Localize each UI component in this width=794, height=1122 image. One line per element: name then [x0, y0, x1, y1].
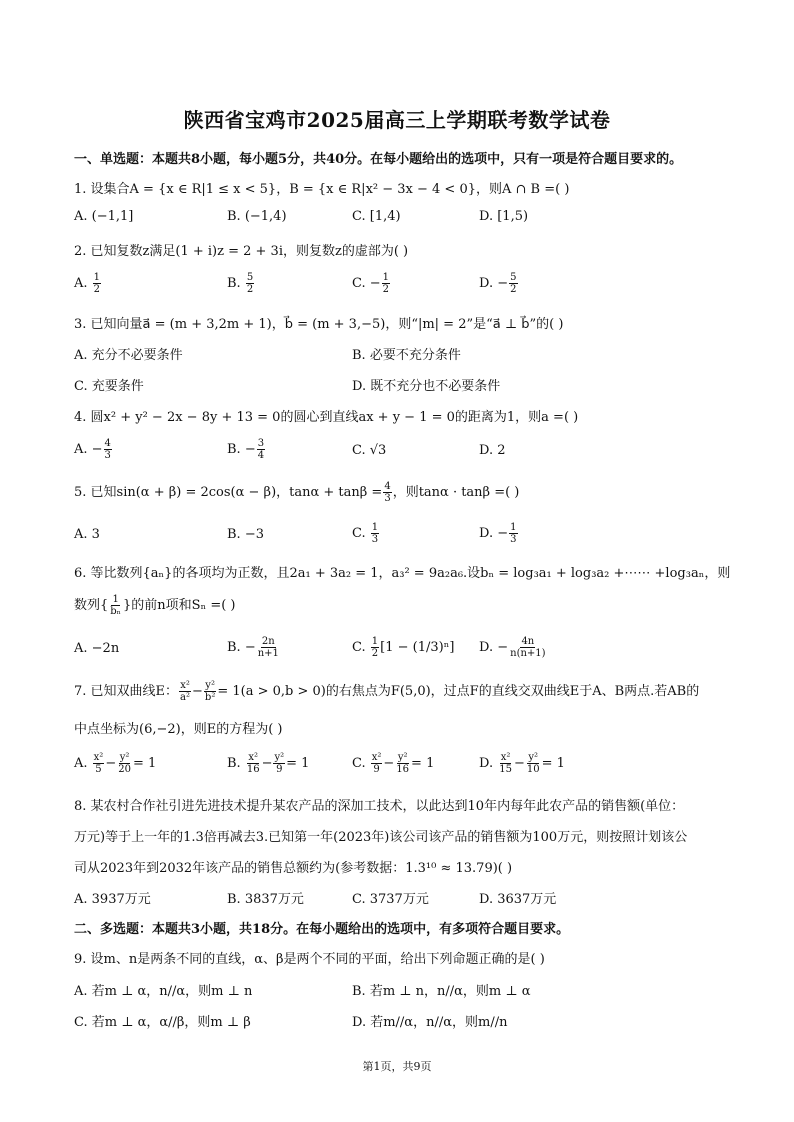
fraction: [93, 752, 105, 775]
question-4-option-d: D. 2: [479, 443, 506, 458]
question-6-stem-line2: [74, 594, 236, 617]
denominator: n+1: [257, 648, 279, 659]
fraction: [273, 752, 285, 775]
option-prefix: A.: [74, 756, 92, 771]
question-7-option-a: [74, 752, 156, 775]
numerator: 1: [382, 272, 390, 283]
option-prefix: C. −: [352, 276, 381, 291]
question-5-option-c: [352, 522, 380, 545]
option-suffix: = 1: [132, 756, 157, 771]
question-2-stem: 2. 已知复数z满足(1 + i)z = 2 + 3i，则复数z的虚部为( ): [74, 244, 409, 259]
option-prefix: B. −: [227, 640, 256, 655]
question-6-option-c: [352, 636, 454, 659]
question-8-option-a: A. 3937万元: [74, 892, 151, 907]
option-prefix: C.: [352, 526, 370, 541]
numerator: x²: [371, 752, 382, 763]
question-6-option-d: [479, 636, 548, 659]
denominator: 2: [246, 284, 254, 295]
question-2-option-d: [479, 272, 519, 295]
option-prefix: B.: [227, 276, 245, 291]
question-7-option-d: [479, 752, 565, 775]
fraction: [498, 752, 513, 775]
fraction: [383, 481, 391, 504]
numerator: 1: [371, 522, 379, 533]
section-multiple-choice: 二、多选题：本题共3小题，共18分。在每小题给出的选项中，有多项符合题目要求。: [74, 922, 570, 937]
numerator: y²: [119, 752, 130, 763]
stem-text: }的前n项和Sₙ =( ): [123, 598, 236, 613]
numerator: 4: [104, 438, 111, 449]
question-2-option-c: [352, 272, 391, 295]
fraction: [179, 680, 191, 703]
fraction: [395, 752, 410, 775]
question-9-stem: 9. 设m、n是两条不同的直线，α、β是两个不同的平面，给出下列命题正确的是( ): [74, 952, 545, 967]
numerator: 4n: [521, 636, 535, 647]
numerator: y²: [205, 680, 215, 691]
page-footer: 第1页，共9页: [362, 1060, 432, 1073]
question-8-stem-line3: 司从2023年到2032年该产品的销售总额约为(参考数据：1.3¹⁰ ≈ 13.79)( ): [74, 861, 513, 876]
option-prefix: D. −: [479, 276, 509, 291]
numerator: y²: [397, 752, 408, 763]
option-prefix: D. −: [479, 640, 509, 655]
question-8-stem-line2: 万元)等于上一年的1.3倍再减去3.已知第一年(2023年)该公司该产品的销售额为100万元，则按照计划该公: [74, 830, 688, 845]
question-7-option-b: [227, 752, 309, 775]
numerator: x²: [93, 752, 104, 763]
denominator: n(n+1): [510, 648, 546, 659]
section-single-choice: 一、单选题：本题共8小题，每小题5分，共40分。在每小题给出的选项中，只有一项是符合题目要求的。: [74, 152, 683, 167]
stem-text: −: [192, 684, 203, 699]
fraction: [246, 272, 254, 295]
option-prefix: D. −: [479, 526, 509, 541]
question-2-option-a: [74, 272, 102, 295]
question-4-option-b: [227, 438, 266, 461]
fraction: [246, 752, 261, 775]
question-3-option-c: C. 充要条件: [74, 379, 144, 394]
question-9-option-c: C. 若m ⊥ α，α//β，则m ⊥ β: [74, 1015, 251, 1030]
stem-text: 7. 已知双曲线E：: [74, 684, 179, 699]
fraction: [509, 636, 546, 659]
question-7-stem-line1: [74, 680, 699, 703]
option-prefix: C.: [352, 640, 370, 655]
numerator: 1: [93, 272, 101, 283]
question-5-option-b: B. −3: [227, 527, 264, 542]
denominator: 16: [396, 764, 410, 775]
question-1-stem: 1. 设集合A = {x ∈ R|1 ≤ x < 5}，B = {x ∈ R|x² − 3x − 4 < 0}，则A ∩ B =( ): [74, 182, 570, 197]
question-1-option-c: C. [1,4): [352, 209, 401, 224]
question-8-option-b: B. 3837万元: [227, 892, 304, 907]
denominator: a²: [180, 692, 191, 703]
question-6-option-a: A. −2n: [74, 641, 120, 656]
question-6-option-b: [227, 636, 281, 659]
stem-text: 5. 已知sin(α + β) = 2cos(α − β)，tanα + tanβ =: [74, 485, 383, 500]
numerator: x²: [180, 680, 190, 691]
numerator: y²: [274, 752, 285, 763]
denominator: 2: [93, 284, 101, 295]
numerator: 1: [112, 594, 119, 605]
fraction: [109, 594, 122, 617]
question-3-option-b: B. 必要不充分条件: [352, 348, 461, 363]
numerator: 3: [257, 438, 265, 449]
numerator: 5: [510, 272, 517, 283]
numerator: 2n: [261, 636, 275, 647]
question-1-option-b: B. (−1,4): [227, 209, 287, 224]
question-7-stem-line2: 中点坐标为(6,−2)，则E的方程为( ): [74, 722, 283, 737]
fraction: [117, 752, 132, 775]
numerator: x²: [500, 752, 511, 763]
numerator: x²: [248, 752, 259, 763]
numerator: 4: [384, 481, 391, 492]
question-4-option-c: C. √3: [352, 443, 387, 458]
fraction: [257, 636, 280, 659]
option-prefix: B.: [227, 756, 245, 771]
stem-text: = 1(a > 0,b > 0)的右焦点为F(5,0)，过点F的直线交双曲线E于A、B两点.若AB的: [217, 684, 700, 699]
question-9-option-a: A. 若m ⊥ α，n//α，则m ⊥ n: [74, 984, 253, 999]
denominator: 9: [276, 764, 283, 775]
minus-sign: −: [513, 756, 525, 771]
fraction: [509, 272, 517, 295]
option-suffix: = 1: [286, 756, 310, 771]
question-8-option-d: D. 3637万元: [479, 892, 557, 907]
fraction: [371, 522, 379, 545]
question-5-stem: [74, 481, 519, 504]
denominator: 2: [510, 284, 517, 295]
denominator: 16: [246, 764, 260, 775]
numerator: 1: [371, 636, 379, 647]
fraction: [104, 438, 112, 461]
question-8-option-c: C. 3737万元: [352, 892, 429, 907]
question-3-option-d: D. 既不充分也不必要条件: [352, 379, 501, 394]
page-title: 陕西省宝鸡市2025届高三上学期联考数学试卷: [183, 108, 611, 132]
option-prefix: B. −: [227, 442, 256, 457]
fraction: [93, 272, 101, 295]
option-suffix: = 1: [541, 756, 565, 771]
minus-sign: −: [383, 756, 395, 771]
denominator: 9: [373, 764, 380, 775]
question-5-option-d: [479, 522, 519, 545]
option-prefix: D.: [479, 756, 498, 771]
question-4-option-a: [74, 438, 113, 461]
option-suffix: = 1: [411, 756, 435, 771]
numerator: 1: [510, 522, 517, 533]
denominator: bₙ: [110, 606, 122, 617]
question-8-stem-line1: 8. 某农村合作社引进先进技术提升某农产品的深加工技术，以此达到10年内每年此农产品的销售额(单位：: [74, 799, 685, 814]
minus-sign: −: [261, 756, 273, 771]
question-6-stem-line1: 6. 等比数列{aₙ}的各项均为正数，且2a₁ + 3a₂ = 1，a₃² = 9a₂a₆.设bₙ = log₃a₁ + log₃a₂ +⋯⋯ +log₃aₙ，则: [74, 566, 731, 581]
question-2-option-b: [227, 272, 255, 295]
question-3-option-a: A. 充分不必要条件: [74, 348, 183, 363]
denominator: 3: [384, 493, 391, 504]
denominator: 4: [257, 450, 265, 461]
denominator: 3: [104, 450, 111, 461]
fraction: [257, 438, 265, 461]
fraction: [526, 752, 541, 775]
denominator: 2: [382, 284, 390, 295]
stem-text: ，则tanα · tanβ =( ): [392, 485, 520, 500]
question-5-option-a: A. 3: [74, 527, 100, 542]
fraction: [204, 680, 216, 703]
question-7-option-c: [352, 752, 434, 775]
question-4-stem: 4. 圆x² + y² − 2x − 8y + 13 = 0的圆心到直线ax + y − 1 = 0的距离为1，则a =( ): [74, 410, 579, 425]
fraction: [509, 522, 517, 545]
fraction: [371, 636, 379, 659]
question-1-option-d: D. [1,5): [479, 209, 529, 224]
numerator: y²: [528, 752, 539, 763]
denominator: 20: [118, 764, 131, 775]
denominator: 3: [510, 534, 517, 545]
option-suffix: [1 − (1/3)ⁿ]: [380, 640, 455, 655]
denominator: 5: [95, 764, 102, 775]
question-9-option-b: B. 若m ⊥ n，n//α，则m ⊥ α: [352, 984, 531, 999]
numerator: 5: [246, 272, 254, 283]
denominator: 15: [499, 764, 512, 775]
option-prefix: A. −: [74, 442, 103, 457]
stem-text: 数列{: [74, 598, 109, 613]
option-prefix: C.: [352, 756, 370, 771]
question-1-option-a: A. (−1,1]: [74, 209, 134, 224]
denominator: b²: [204, 692, 216, 703]
minus-sign: −: [105, 756, 117, 771]
question-9-option-d: D. 若m//α，n//α，则m//n: [352, 1015, 508, 1030]
denominator: 3: [371, 534, 379, 545]
denominator: 2: [371, 648, 379, 659]
option-prefix: A.: [74, 276, 92, 291]
fraction: [371, 752, 383, 775]
denominator: 10: [526, 764, 540, 775]
fraction: [382, 272, 390, 295]
question-3-stem: 3. 已知向量a⃗ = (m + 3,2m + 1)，b⃗ = (m + 3,−5)，则“|m| = 2”是“a⃗ ⊥ b⃗”的( ): [74, 317, 564, 332]
